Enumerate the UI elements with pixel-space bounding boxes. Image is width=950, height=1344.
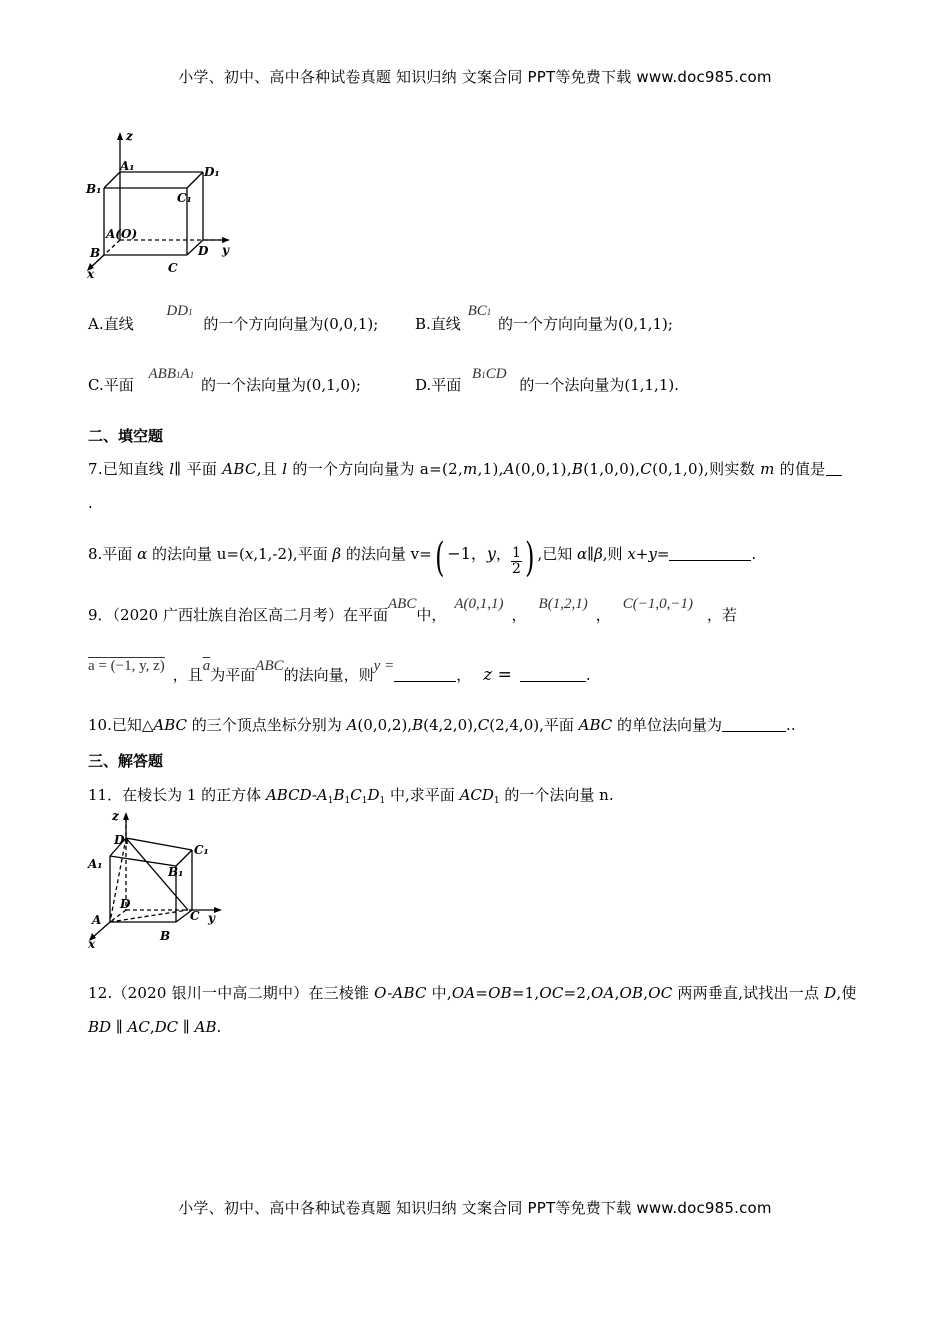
text-q8-fnum: 1 <box>511 544 521 561</box>
text-q9-t6: 的法向量，则 <box>283 666 374 684</box>
text-q11-t2: 中,求平面 <box>385 786 460 804</box>
text-q12-ac: AC <box>127 1018 150 1036</box>
text-q8-beta2: β <box>594 545 603 563</box>
text-q8-t3: ,1,-2),平面 <box>253 545 333 563</box>
fig1-label-ao: A(O) <box>106 227 138 241</box>
text-q9-a: $\overline{a}$ <box>202 658 211 674</box>
text-q8-t2: 的法向量 u=( <box>147 545 245 563</box>
text-q12-t5: 两两垂直,试找出一点 <box>672 984 825 1002</box>
text-q12-oc2: OC <box>648 984 673 1002</box>
text-q12-ab: AB <box>194 1018 217 1036</box>
question-12 <box>88 982 857 1003</box>
text-q7-B: B <box>571 460 584 478</box>
text-q9-c3: ， <box>456 666 472 684</box>
text-q9-pa: A(0,1,1) <box>454 596 504 612</box>
text-q12-ob2: OB <box>619 984 644 1002</box>
text-q7-A: A <box>503 460 515 478</box>
text-q11-cube: ABCD-A <box>265 786 328 804</box>
text-q9-c1: ， <box>511 606 527 624</box>
text-q8-t5: ,已知 <box>537 545 578 563</box>
option-a-prefix: A.直线 <box>88 315 134 333</box>
option-c <box>88 366 361 395</box>
fig1-label-d: D <box>198 244 209 258</box>
text-q9-t2: 中， <box>416 606 447 624</box>
section-solve: 三、解答题 <box>88 752 164 770</box>
fig1-label-b: B <box>90 246 101 260</box>
option-c-sub2: 1 <box>189 370 195 380</box>
text-q8-xy: x+y <box>627 545 657 563</box>
option-d-math2: CD <box>485 366 507 382</box>
text-q7-C: C <box>640 460 653 478</box>
text-q7-l2: l <box>282 460 288 478</box>
question-7 <box>88 458 842 479</box>
text-q7-t6: (0,0,1), <box>514 460 572 478</box>
text-q9-t4: ，且 <box>172 666 203 684</box>
text-q12-oa: OA <box>451 984 476 1002</box>
text-q9-abc2: ABC <box>255 658 284 674</box>
section-fill-in: 二、填空题 <box>88 427 164 445</box>
text-q11-t3: 的一个法向量 n. <box>499 786 614 804</box>
text-q8-t7: = <box>656 545 670 563</box>
text-q12-p2: ∥ <box>178 1018 195 1036</box>
option-c-sub: 1 <box>176 370 181 380</box>
q9-y-blank[interactable] <box>394 667 456 682</box>
text-q12-t2: 中, <box>426 984 452 1002</box>
question-9 <box>88 596 737 625</box>
text-q8-vy: y <box>486 544 496 563</box>
text-q7-t9: 的值是 <box>774 460 826 478</box>
text-q12-bd: BD <box>88 1018 112 1036</box>
text-q10-t1: 10.已知△ <box>88 716 154 734</box>
cube-figure-2 <box>84 810 234 950</box>
text-q7-t7: (1,0,0), <box>583 460 641 478</box>
text-q9-pb: B(1,2,1) <box>538 596 588 612</box>
text-q8-t6: ,则 <box>602 545 628 563</box>
text-q11-s1: 1 <box>327 796 334 806</box>
fig1-label-c: C <box>168 261 178 275</box>
text-q8-t4: 的法向量 v= <box>341 545 432 563</box>
text-q11-s2: 1 <box>344 796 351 806</box>
text-q11-c1: C <box>350 786 362 804</box>
text-q12-ob: OB <box>488 984 512 1002</box>
q7-end: . <box>88 494 93 512</box>
text-q10-B: B <box>412 716 424 734</box>
option-a-math: DD <box>166 303 189 319</box>
text-q10-t5: (2,4,0),平面 <box>489 716 579 734</box>
option-b-suffix: 的一个方向向量为(0,1,1); <box>498 315 673 333</box>
text-q11-acd: ACD <box>459 786 494 804</box>
text-q11-t1: 11．在棱长为 1 的正方体 <box>88 786 266 804</box>
option-a <box>88 303 379 334</box>
text-q11-s3: 1 <box>361 796 368 806</box>
text-q12-o: O-ABC <box>374 984 427 1002</box>
text-q12-t6: ,使 <box>836 984 857 1002</box>
text-q11-b1: B <box>333 786 345 804</box>
text-q12-oa2: OA <box>591 984 615 1002</box>
fig1-label-c1: C₁ <box>177 191 192 205</box>
text-q7-l: l <box>169 460 175 478</box>
text-q7-m2: m <box>760 460 775 478</box>
text-q11-s5: 1 <box>493 796 500 806</box>
option-c-prefix: C.平面 <box>88 376 134 394</box>
text-q8-v1: −1， <box>447 544 487 563</box>
option-d-prefix: D.平面 <box>415 376 462 394</box>
text-q8-fden: 2 <box>511 561 521 577</box>
option-b-prefix: B.直线 <box>415 315 461 333</box>
text-q11-s4: 1 <box>379 796 386 806</box>
text-q9-c2: ， <box>595 606 611 624</box>
question-12-cont <box>88 1018 221 1036</box>
text-q10-t4: (4,2,0), <box>423 716 478 734</box>
q10-answer-blank[interactable] <box>722 717 786 732</box>
question-10 <box>88 714 796 735</box>
text-q9-t3: ，若 <box>706 606 737 624</box>
text-q7-t5: ,1), <box>477 460 504 478</box>
fig2-label-a: A <box>92 913 102 927</box>
text-q7-t3: ,且 <box>256 460 283 478</box>
text-q10-end: .. <box>786 716 796 734</box>
fig1-label-b1: B₁ <box>86 182 102 196</box>
text-q10-A: A <box>346 716 358 734</box>
text-q7-t1: 7.已知直线 <box>88 460 170 478</box>
text-q8-end: . <box>751 545 757 563</box>
fig1-label-a1: A₁ <box>120 159 135 173</box>
option-d-math: B <box>472 366 482 382</box>
fig1-label-y: y <box>222 243 229 257</box>
text-q10-t3: (0,0,2), <box>357 716 413 734</box>
option-a-suffix: 的一个方向向量为(0,0,1); <box>203 315 379 333</box>
fig2-label-b1: B₁ <box>168 865 184 879</box>
text-q8-vc: ， <box>495 545 511 563</box>
text-q12-end: . <box>216 1018 222 1036</box>
text-q8-t1: 8.平面 <box>88 545 138 563</box>
text-q10-abc2: ABC <box>578 716 613 734</box>
fig2-label-z: z <box>112 810 119 823</box>
fig2-label-b: B <box>160 929 171 943</box>
fig2-label-d: D <box>120 897 131 911</box>
text-q12-cm2: , <box>643 984 649 1002</box>
fig2-label-a1: A₁ <box>88 857 103 871</box>
text-q7-abc: ABC <box>222 460 257 478</box>
cube-figure-1 <box>84 128 234 278</box>
text-q12-oc: OC <box>539 984 564 1002</box>
text-q9-vec: a = (−1, y, z) <box>88 658 165 674</box>
text-q12-t4: =2, <box>563 984 592 1002</box>
option-c-suffix: 的一个法向量为(0,1,0); <box>200 376 361 394</box>
text-q12-t3: =1, <box>511 984 540 1002</box>
text-q12-d: D <box>824 984 837 1002</box>
text-q9-end: . <box>585 666 591 684</box>
fig1-label-d1: D₁ <box>204 165 220 179</box>
text-q8-alpha2: α <box>577 545 588 563</box>
option-d-suffix: 的一个法向量为(1,1,1). <box>519 376 679 394</box>
fraction-one-half <box>511 546 522 578</box>
option-d-sub: 1 <box>481 370 486 380</box>
fig2-label-d1: D₁ <box>114 833 130 847</box>
option-a-sub: 1 <box>188 307 193 317</box>
page-header: 小学、初中、高中各种试卷真题 知识归纳 文案合同 PPT等免费下载 www.doc985.com <box>178 68 772 86</box>
text-q12-p1: ∥ <box>111 1018 128 1036</box>
option-c-math: ABB <box>148 366 176 382</box>
text-q12-cm1: , <box>614 984 620 1002</box>
question-8: 8.平面 α 的法向量 u=(x,1,-2),平面 β 的法向量 v=( −1，y， $\frac{1}{2}$ ) ,已知 α∥β,则 x+y= . <box>88 535 757 581</box>
text-q10-C: C <box>477 716 490 734</box>
fig1-label-z: z <box>126 129 133 143</box>
text-q12-e1: = <box>475 984 489 1002</box>
option-b <box>415 303 673 334</box>
text-q12-dc: DC <box>154 1018 179 1036</box>
question-9-cont <box>88 658 591 685</box>
fig2-label-c: C <box>190 909 200 923</box>
text-q11-d1: D <box>367 786 380 804</box>
text-q10-abc: ABC <box>153 716 188 734</box>
text-q8-alpha: α <box>137 545 148 563</box>
page-footer: 小学、初中、高中各种试卷真题 知识归纳 文案合同 PPT等免费下载 www.doc985.com <box>178 1199 772 1217</box>
fig2-label-y: y <box>208 911 215 925</box>
option-b-math: BC <box>467 303 487 319</box>
text-q7-t4: 的一个方向向量为 a=(2, <box>287 460 464 478</box>
text-q10-t6: 的单位法向量为 <box>612 716 723 734</box>
question-11 <box>88 784 614 806</box>
q9-z-blank[interactable] <box>520 667 586 682</box>
text-q9-t5: 为平面 <box>210 666 256 684</box>
option-b-sub: 1 <box>486 307 492 317</box>
text-q9-pc: C(−1,0,−1) <box>622 596 693 612</box>
text-q7-m: m <box>463 460 478 478</box>
fig2-label-c1: C₁ <box>194 843 209 857</box>
text-q12-cm3: , <box>149 1018 155 1036</box>
fig2-label-x: x <box>88 937 96 950</box>
text-q10-t2: 的三个顶点坐标分别为 <box>187 716 347 734</box>
option-d <box>415 366 679 395</box>
text-q8-beta: β <box>332 545 342 563</box>
text-q7-t2: ∥ 平面 <box>174 460 223 478</box>
text-q7-t8: (0,1,0),则实数 <box>652 460 761 478</box>
text-q8-x: x <box>244 545 254 563</box>
text-q8-par: ∥ <box>587 545 595 563</box>
fig1-label-x: x <box>87 267 95 278</box>
text-q9-ze: z = <box>483 665 512 685</box>
text-q12-t1: 12.（2020 银川一中高二期中）在三棱锥 <box>88 984 375 1002</box>
text-q9-t1: 9．（2020 广西壮族自治区高二月考）在平面 <box>88 606 388 624</box>
text-q9-abc: ABC <box>388 596 417 612</box>
q7-answer-blank[interactable] <box>826 461 842 476</box>
q8-answer-blank[interactable] <box>669 546 751 561</box>
text-q9-ye: y = <box>373 658 395 674</box>
option-c-math2: A <box>180 366 190 382</box>
